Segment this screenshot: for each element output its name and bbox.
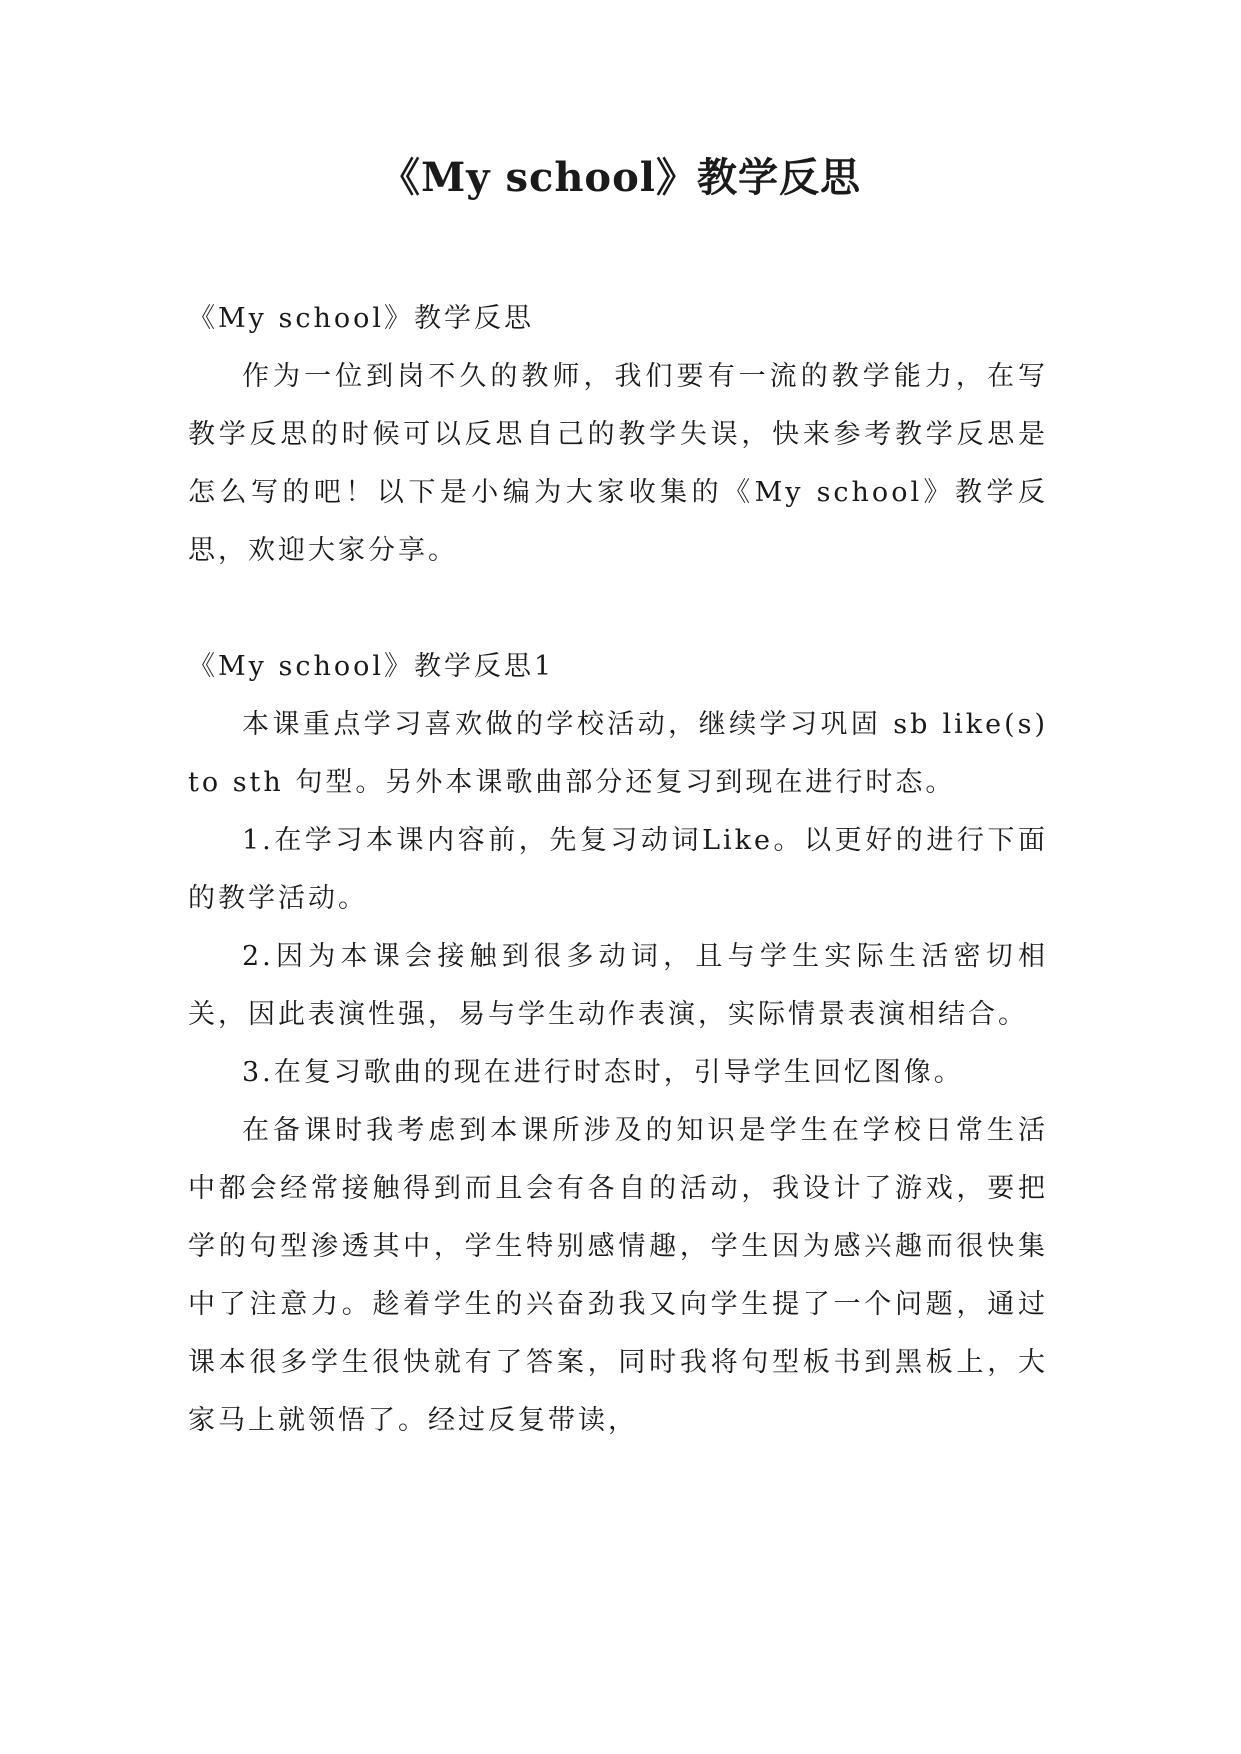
section-paragraph-1: 本课重点学习喜欢做的学校活动，继续学习巩固 sb like(s) to sth 句型。另外本课歌曲部分还复习到现在进行时态。 xyxy=(188,709,1048,798)
section-paragraph-2: 在备课时我考虑到本课所涉及的知识是学生在学校日常生活中都会经常接触得到而且会有各自的活动，我设计了游戏，要把学的句型渗透其中，学生特别感情趣，学生因为感兴趣而很快集中了注意力。趁着学生的兴奋劲我又向学生提了一个问题，通过课本很多学生很快就有了答案，同时我将句型板书到黑板上，大家马上就领悟了。经过反复带读， xyxy=(188,1115,1048,1436)
intro-paragraph: 作为一位到岗不久的教师，我们要有一流的教学能力，在写教学反思的时候可以反思自己的教学失误，快来参考教学反思是怎么写的吧！以下是小编为大家收集的《My school》教学反思，欢迎大家分享。 xyxy=(188,361,1048,566)
paragraph-gap xyxy=(188,580,1048,638)
list-item-3: 3.在复习歌曲的现在进行时态时，引导学生回忆图像。 xyxy=(242,1057,964,1088)
document-body xyxy=(188,290,1048,1450)
list-item-2: 2.因为本课会接触到很多动词，且与学生实际生活密切相关，因此表演性强，易与学生动作表演，实际情景表演相结合。 xyxy=(188,941,1048,1030)
list-item-1: 1.在学习本课内容前，先复习动词Like。以更好的进行下面的教学活动。 xyxy=(188,825,1048,914)
subtitle: 《My school》教学反思 xyxy=(188,303,534,334)
document-title: 《My school》教学反思 xyxy=(380,154,861,201)
section-heading: 《My school》教学反思1 xyxy=(188,651,555,682)
